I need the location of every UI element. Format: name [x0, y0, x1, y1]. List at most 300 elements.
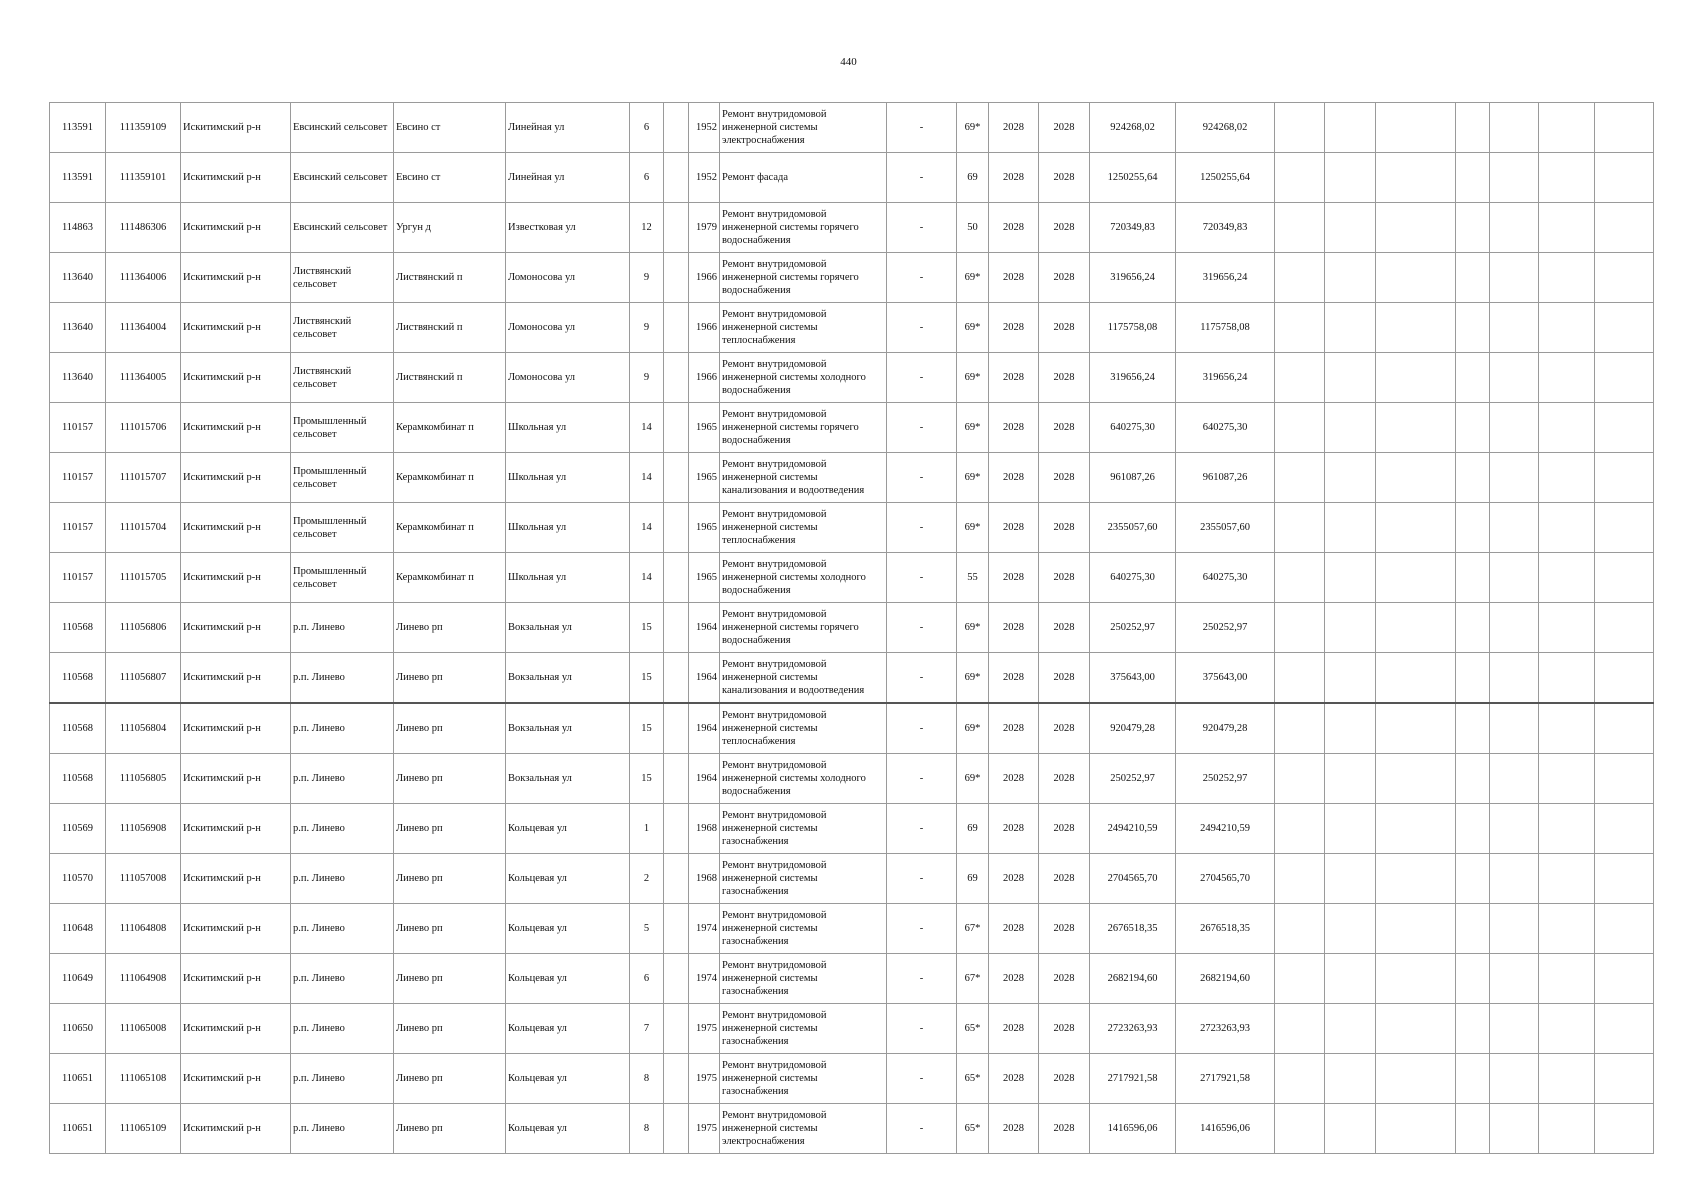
cell-e4 [1456, 954, 1490, 1004]
cell-id: 113591 [50, 153, 106, 203]
cell-year-a: 2028 [989, 603, 1039, 653]
cell-e3 [1376, 103, 1456, 153]
cell-council: р.п. Линево [291, 703, 394, 754]
cell-e5 [1490, 954, 1539, 1004]
table-row [50, 453, 1654, 503]
cell-work: Ремонт внутридомовой инженерной системы холодного водоснабжения [720, 553, 887, 603]
cell-house: 14 [630, 503, 664, 553]
cell-e2 [1325, 804, 1376, 854]
cell-year-a: 2028 [989, 904, 1039, 954]
cell-e5 [1490, 203, 1539, 253]
cell-house: 15 [630, 653, 664, 704]
cell-street: Школьная ул [506, 453, 630, 503]
cell-e2 [1325, 603, 1376, 653]
cell-cost-a: 924268,02 [1090, 103, 1176, 153]
cell-cost-a: 250252,97 [1090, 603, 1176, 653]
cell-year-a: 2028 [989, 854, 1039, 904]
cell-e3 [1376, 153, 1456, 203]
cell-e5 [1490, 804, 1539, 854]
cell-e1 [1275, 703, 1325, 754]
cell-e1 [1275, 203, 1325, 253]
cell-e4 [1456, 403, 1490, 453]
cell-e7 [1595, 954, 1654, 1004]
cell-e3 [1376, 553, 1456, 603]
cell-year-b: 2028 [1039, 503, 1090, 553]
cell-e6 [1539, 703, 1595, 754]
cell-e7 [1595, 603, 1654, 653]
cell-code: 111015705 [106, 553, 181, 603]
cell-e4 [1456, 253, 1490, 303]
cell-code: 111486306 [106, 203, 181, 253]
cell-council: Промышленный сельсовет [291, 503, 394, 553]
cell-year: 1975 [689, 1004, 720, 1054]
cell-wear: 67* [957, 904, 989, 954]
cell-e7 [1595, 854, 1654, 904]
cell-cost-a: 1416596,06 [1090, 1104, 1176, 1154]
table-row [50, 603, 1654, 653]
cell-settlement: Линево рп [394, 854, 506, 904]
cell-year: 1952 [689, 103, 720, 153]
cell-e2 [1325, 1054, 1376, 1104]
cell-id: 110157 [50, 553, 106, 603]
cell-e4 [1456, 353, 1490, 403]
cell-year: 1965 [689, 503, 720, 553]
cell-cost-b: 961087,26 [1176, 453, 1275, 503]
table-row [50, 203, 1654, 253]
cell-wear: 69* [957, 603, 989, 653]
cell-e6 [1539, 303, 1595, 353]
cell-work: Ремонт внутридомовой инженерной системы горячего водоснабжения [720, 403, 887, 453]
cell-e4 [1456, 804, 1490, 854]
cell-house: 15 [630, 703, 664, 754]
cell-wear: 67* [957, 954, 989, 1004]
cell-e4 [1456, 553, 1490, 603]
cell-e3 [1376, 1104, 1456, 1154]
cell-wear: 50 [957, 203, 989, 253]
cell-e3 [1376, 1004, 1456, 1054]
cell-district: Искитимский р-н [181, 804, 291, 854]
cell-cost-a: 1175758,08 [1090, 303, 1176, 353]
cell-cost-a: 2717921,58 [1090, 1054, 1176, 1104]
cell-dash: - [887, 553, 957, 603]
page-number: 440 [840, 56, 857, 68]
cell-cost-a: 2723263,93 [1090, 1004, 1176, 1054]
cell-dash: - [887, 103, 957, 153]
cell-id: 110568 [50, 653, 106, 704]
cell-district: Искитимский р-н [181, 203, 291, 253]
cell-e2 [1325, 353, 1376, 403]
cell-e2 [1325, 503, 1376, 553]
cell-e6 [1539, 1104, 1595, 1154]
cell-year-b: 2028 [1039, 253, 1090, 303]
cell-code: 111056807 [106, 653, 181, 704]
cell-id: 110649 [50, 954, 106, 1004]
cell-settlement: Керамкомбинат п [394, 453, 506, 503]
cell-e7 [1595, 1104, 1654, 1154]
table-row [50, 103, 1654, 153]
cell-e6 [1539, 804, 1595, 854]
cell-year: 1979 [689, 203, 720, 253]
cell-e2 [1325, 703, 1376, 754]
cell-e1 [1275, 1104, 1325, 1154]
cell-e5 [1490, 1054, 1539, 1104]
cell-cost-b: 924268,02 [1176, 103, 1275, 153]
cell-settlement: Линево рп [394, 1054, 506, 1104]
cell-wear: 65* [957, 1054, 989, 1104]
cell-settlement: Керамкомбинат п [394, 503, 506, 553]
cell-blank [664, 553, 689, 603]
cell-year-b: 2028 [1039, 103, 1090, 153]
cell-work: Ремонт внутридомовой инженерной системы холодного водоснабжения [720, 754, 887, 804]
cell-settlement: Линево рп [394, 603, 506, 653]
cell-district: Искитимский р-н [181, 253, 291, 303]
cell-e5 [1490, 503, 1539, 553]
cell-e2 [1325, 303, 1376, 353]
cell-cost-b: 2682194,60 [1176, 954, 1275, 1004]
cell-year-b: 2028 [1039, 403, 1090, 453]
cell-district: Искитимский р-н [181, 153, 291, 203]
cell-house: 8 [630, 1054, 664, 1104]
cell-code: 111065108 [106, 1054, 181, 1104]
cell-blank [664, 754, 689, 804]
cell-id: 114863 [50, 203, 106, 253]
cell-settlement: Линево рп [394, 703, 506, 754]
repair-registry-table [49, 102, 1654, 1154]
cell-e1 [1275, 804, 1325, 854]
cell-district: Искитимский р-н [181, 653, 291, 704]
cell-cost-b: 319656,24 [1176, 253, 1275, 303]
cell-council: Евсинский сельсовет [291, 203, 394, 253]
cell-e3 [1376, 854, 1456, 904]
cell-house: 6 [630, 954, 664, 1004]
cell-e1 [1275, 403, 1325, 453]
cell-cost-a: 2494210,59 [1090, 804, 1176, 854]
cell-e1 [1275, 453, 1325, 503]
cell-cost-b: 319656,24 [1176, 353, 1275, 403]
cell-code: 111359101 [106, 153, 181, 203]
cell-council: Евсинский сельсовет [291, 103, 394, 153]
cell-id: 110651 [50, 1054, 106, 1104]
cell-code: 111364006 [106, 253, 181, 303]
cell-e1 [1275, 253, 1325, 303]
cell-e4 [1456, 203, 1490, 253]
cell-street: Линейная ул [506, 153, 630, 203]
cell-code: 111364004 [106, 303, 181, 353]
cell-cost-b: 1416596,06 [1176, 1104, 1275, 1154]
table-row [50, 1104, 1654, 1154]
cell-wear: 69* [957, 453, 989, 503]
cell-council: р.п. Линево [291, 1054, 394, 1104]
cell-cost-a: 2355057,60 [1090, 503, 1176, 553]
cell-code: 111057008 [106, 854, 181, 904]
table-row [50, 1054, 1654, 1104]
cell-council: р.п. Линево [291, 603, 394, 653]
cell-street: Ломоносова ул [506, 253, 630, 303]
cell-e4 [1456, 153, 1490, 203]
cell-year-b: 2028 [1039, 754, 1090, 804]
cell-work: Ремонт внутридомовой инженерной системы газоснабжения [720, 1054, 887, 1104]
table-row [50, 503, 1654, 553]
cell-house: 1 [630, 804, 664, 854]
cell-year-b: 2028 [1039, 453, 1090, 503]
cell-e1 [1275, 1004, 1325, 1054]
table-row [50, 153, 1654, 203]
table-row [50, 653, 1654, 704]
cell-e1 [1275, 303, 1325, 353]
cell-dash: - [887, 603, 957, 653]
cell-house: 8 [630, 1104, 664, 1154]
cell-e4 [1456, 453, 1490, 503]
cell-dash: - [887, 754, 957, 804]
cell-year-a: 2028 [989, 653, 1039, 704]
table-row [50, 854, 1654, 904]
cell-e5 [1490, 854, 1539, 904]
cell-street: Школьная ул [506, 403, 630, 453]
cell-street: Кольцевая ул [506, 1054, 630, 1104]
cell-wear: 69* [957, 653, 989, 704]
cell-e2 [1325, 854, 1376, 904]
cell-e4 [1456, 1004, 1490, 1054]
cell-dash: - [887, 854, 957, 904]
table-row [50, 253, 1654, 303]
cell-settlement: Линево рп [394, 653, 506, 704]
cell-year: 1975 [689, 1054, 720, 1104]
cell-district: Искитимский р-н [181, 103, 291, 153]
cell-house: 6 [630, 103, 664, 153]
cell-e5 [1490, 253, 1539, 303]
cell-blank [664, 403, 689, 453]
cell-e3 [1376, 403, 1456, 453]
cell-year-a: 2028 [989, 1104, 1039, 1154]
cell-code: 111359109 [106, 103, 181, 153]
cell-wear: 69* [957, 503, 989, 553]
cell-council: Листвянский сельсовет [291, 353, 394, 403]
cell-blank [664, 353, 689, 403]
cell-e7 [1595, 553, 1654, 603]
cell-e5 [1490, 403, 1539, 453]
cell-district: Искитимский р-н [181, 503, 291, 553]
cell-e7 [1595, 653, 1654, 704]
cell-council: Промышленный сельсовет [291, 403, 394, 453]
cell-year: 1966 [689, 253, 720, 303]
cell-council: р.п. Линево [291, 754, 394, 804]
cell-e3 [1376, 1054, 1456, 1104]
cell-blank [664, 503, 689, 553]
cell-cost-a: 640275,30 [1090, 553, 1176, 603]
cell-house: 7 [630, 1004, 664, 1054]
cell-dash: - [887, 653, 957, 704]
cell-work: Ремонт внутридомовой инженерной системы канализования и водоотведения [720, 453, 887, 503]
cell-e6 [1539, 253, 1595, 303]
cell-e5 [1490, 754, 1539, 804]
cell-id: 110569 [50, 804, 106, 854]
cell-blank [664, 103, 689, 153]
cell-e5 [1490, 904, 1539, 954]
cell-district: Искитимский р-н [181, 603, 291, 653]
cell-house: 14 [630, 553, 664, 603]
cell-e3 [1376, 503, 1456, 553]
cell-cost-b: 2717921,58 [1176, 1054, 1275, 1104]
cell-code: 111064808 [106, 904, 181, 954]
cell-blank [664, 603, 689, 653]
cell-work: Ремонт внутридомовой инженерной системы электроснабжения [720, 1104, 887, 1154]
cell-year-a: 2028 [989, 303, 1039, 353]
cell-code: 111065109 [106, 1104, 181, 1154]
cell-cost-b: 2676518,35 [1176, 904, 1275, 954]
cell-district: Искитимский р-н [181, 954, 291, 1004]
cell-year: 1974 [689, 904, 720, 954]
cell-e1 [1275, 754, 1325, 804]
cell-work: Ремонт внутридомовой инженерной системы теплоснабжения [720, 303, 887, 353]
cell-wear: 69* [957, 303, 989, 353]
cell-id: 110651 [50, 1104, 106, 1154]
cell-cost-b: 250252,97 [1176, 754, 1275, 804]
cell-cost-b: 640275,30 [1176, 403, 1275, 453]
cell-id: 110157 [50, 403, 106, 453]
cell-street: Школьная ул [506, 503, 630, 553]
cell-blank [664, 1054, 689, 1104]
cell-street: Ломоносова ул [506, 353, 630, 403]
cell-settlement: Линево рп [394, 1104, 506, 1154]
cell-work: Ремонт внутридомовой инженерной системы горячего водоснабжения [720, 603, 887, 653]
cell-e4 [1456, 303, 1490, 353]
cell-blank [664, 203, 689, 253]
cell-district: Искитимский р-н [181, 1054, 291, 1104]
cell-work: Ремонт внутридомовой инженерной системы газоснабжения [720, 954, 887, 1004]
registry-body [50, 103, 1654, 1154]
cell-e6 [1539, 453, 1595, 503]
cell-e2 [1325, 153, 1376, 203]
cell-work: Ремонт внутридомовой инженерной системы электроснабжения [720, 103, 887, 153]
cell-settlement: Евсино ст [394, 103, 506, 153]
cell-year-b: 2028 [1039, 203, 1090, 253]
cell-cost-a: 319656,24 [1090, 353, 1176, 403]
cell-wear: 69 [957, 804, 989, 854]
cell-house: 12 [630, 203, 664, 253]
cell-district: Искитимский р-н [181, 854, 291, 904]
cell-wear: 69* [957, 403, 989, 453]
cell-year: 1964 [689, 653, 720, 704]
cell-e3 [1376, 603, 1456, 653]
cell-council: р.п. Линево [291, 954, 394, 1004]
cell-blank [664, 703, 689, 754]
cell-e1 [1275, 653, 1325, 704]
table-row [50, 954, 1654, 1004]
cell-work: Ремонт внутридомовой инженерной системы газоснабжения [720, 854, 887, 904]
cell-district: Искитимский р-н [181, 403, 291, 453]
cell-wear: 55 [957, 553, 989, 603]
cell-house: 6 [630, 153, 664, 203]
cell-wear: 69* [957, 754, 989, 804]
cell-e5 [1490, 103, 1539, 153]
cell-code: 111015707 [106, 453, 181, 503]
cell-year-a: 2028 [989, 1004, 1039, 1054]
cell-street: Вокзальная ул [506, 653, 630, 704]
cell-settlement: Ургун д [394, 203, 506, 253]
cell-year: 1965 [689, 453, 720, 503]
cell-code: 111015706 [106, 403, 181, 453]
cell-e6 [1539, 403, 1595, 453]
cell-council: р.п. Линево [291, 1104, 394, 1154]
cell-year: 1964 [689, 754, 720, 804]
cell-code: 111065008 [106, 1004, 181, 1054]
cell-e5 [1490, 303, 1539, 353]
table-row [50, 904, 1654, 954]
cell-work: Ремонт внутридомовой инженерной системы теплоснабжения [720, 703, 887, 754]
cell-e2 [1325, 203, 1376, 253]
cell-e5 [1490, 703, 1539, 754]
cell-work: Ремонт фасада [720, 153, 887, 203]
cell-cost-b: 640275,30 [1176, 553, 1275, 603]
cell-id: 110568 [50, 703, 106, 754]
cell-e7 [1595, 403, 1654, 453]
cell-cost-a: 920479,28 [1090, 703, 1176, 754]
cell-e2 [1325, 403, 1376, 453]
cell-cost-a: 961087,26 [1090, 453, 1176, 503]
cell-blank [664, 253, 689, 303]
table-row [50, 1004, 1654, 1054]
cell-cost-a: 2704565,70 [1090, 854, 1176, 904]
cell-dash: - [887, 904, 957, 954]
cell-year-a: 2028 [989, 503, 1039, 553]
cell-e5 [1490, 353, 1539, 403]
cell-dash: - [887, 503, 957, 553]
table-row [50, 754, 1654, 804]
cell-year-b: 2028 [1039, 854, 1090, 904]
cell-settlement: Листвянский п [394, 353, 506, 403]
cell-dash: - [887, 703, 957, 754]
cell-e2 [1325, 1104, 1376, 1154]
cell-council: Промышленный сельсовет [291, 453, 394, 503]
cell-e1 [1275, 353, 1325, 403]
cell-year-a: 2028 [989, 954, 1039, 1004]
cell-code: 111056806 [106, 603, 181, 653]
cell-year-a: 2028 [989, 1054, 1039, 1104]
cell-cost-b: 2723263,93 [1176, 1004, 1275, 1054]
cell-e5 [1490, 453, 1539, 503]
cell-code: 111056805 [106, 754, 181, 804]
cell-e3 [1376, 954, 1456, 1004]
cell-e6 [1539, 954, 1595, 1004]
cell-e5 [1490, 553, 1539, 603]
cell-year-a: 2028 [989, 253, 1039, 303]
cell-dash: - [887, 353, 957, 403]
cell-district: Искитимский р-н [181, 553, 291, 603]
cell-cost-b: 250252,97 [1176, 603, 1275, 653]
cell-dash: - [887, 1104, 957, 1154]
table-row [50, 553, 1654, 603]
cell-year-b: 2028 [1039, 553, 1090, 603]
cell-blank [664, 854, 689, 904]
cell-e1 [1275, 503, 1325, 553]
cell-e4 [1456, 603, 1490, 653]
cell-year: 1975 [689, 1104, 720, 1154]
cell-street: Кольцевая ул [506, 954, 630, 1004]
cell-district: Искитимский р-н [181, 1004, 291, 1054]
cell-e6 [1539, 904, 1595, 954]
cell-settlement: Линево рп [394, 1004, 506, 1054]
cell-e7 [1595, 453, 1654, 503]
cell-street: Кольцевая ул [506, 904, 630, 954]
cell-year-a: 2028 [989, 703, 1039, 754]
cell-e7 [1595, 153, 1654, 203]
cell-dash: - [887, 153, 957, 203]
cell-e3 [1376, 303, 1456, 353]
cell-council: р.п. Линево [291, 1004, 394, 1054]
cell-house: 5 [630, 904, 664, 954]
cell-e6 [1539, 153, 1595, 203]
cell-work: Ремонт внутридомовой инженерной системы холодного водоснабжения [720, 353, 887, 403]
